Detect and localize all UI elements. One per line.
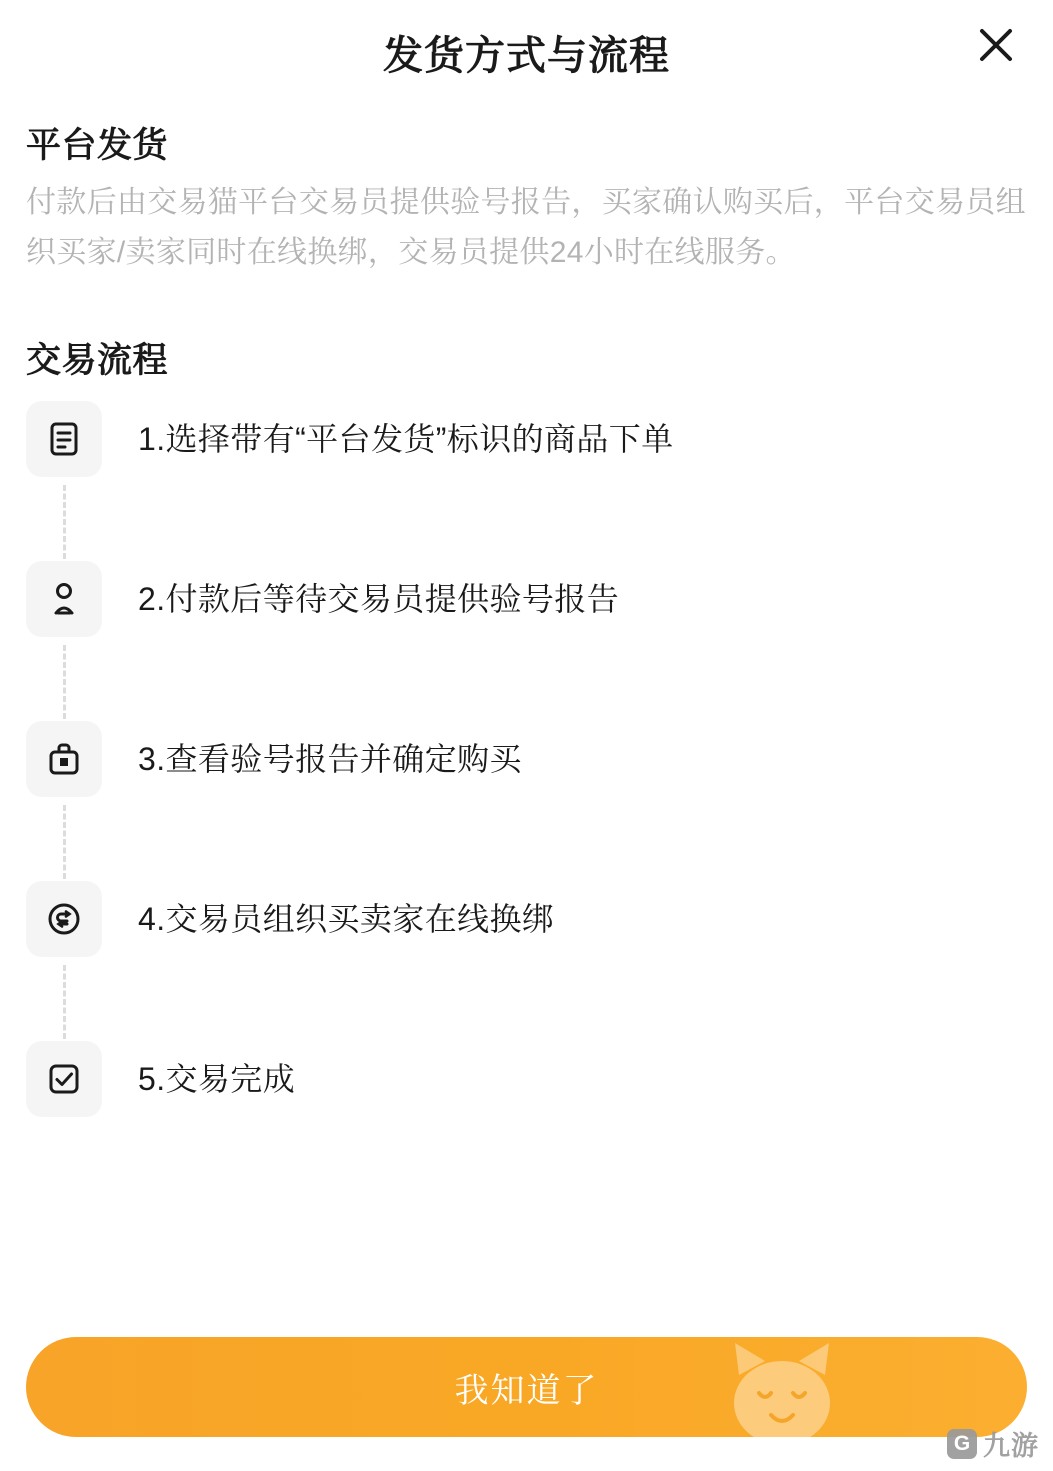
flow-step xyxy=(26,881,1027,1041)
step-connector xyxy=(63,965,66,1039)
brand-name: 九游 xyxy=(983,1431,1039,1461)
step-label: 5.交易完成 xyxy=(138,1061,296,1097)
trade-flow-section xyxy=(26,333,1027,1141)
step-icon-wrapper xyxy=(26,561,102,637)
platform-delivery-body: 付款后由交易猫平台交易员提供验号报告，买家确认购买后，平台交易员组织买家/卖家同时在线换绑，交易员提供24小时在线服务。 xyxy=(26,186,1026,269)
step-connector xyxy=(63,485,66,559)
confirm-button[interactable]: 我知道了 xyxy=(26,1337,1027,1437)
step-icon-wrapper xyxy=(26,881,102,957)
briefcase-icon xyxy=(44,739,84,779)
trade-flow-title: 交易流程 xyxy=(26,341,169,380)
step-icon-wrapper xyxy=(26,401,102,477)
step-icon-wrapper xyxy=(26,1041,102,1117)
sheet-footer xyxy=(26,1337,1027,1437)
page-title: 发货方式与流程 xyxy=(383,33,670,78)
brand-logo-icon: G xyxy=(947,1429,977,1459)
person-badge-icon xyxy=(44,579,84,619)
step-label: 1.选择带有“平台发货”标识的商品下单 xyxy=(138,421,674,457)
sheet-header xyxy=(26,0,1027,104)
close-icon xyxy=(976,25,1016,65)
flow-step xyxy=(26,561,1027,721)
step-label: 2.付款后等待交易员提供验号报告 xyxy=(138,581,620,617)
checkbox-icon xyxy=(44,1059,84,1099)
flow-step xyxy=(26,1041,1027,1141)
document-icon xyxy=(44,419,84,459)
step-connector xyxy=(63,645,66,719)
platform-delivery-section xyxy=(26,118,1027,277)
close-button[interactable] xyxy=(969,18,1023,72)
exchange-arrows-icon xyxy=(44,899,84,939)
flow-step xyxy=(26,721,1027,881)
step-label: 3.查看验号报告并确定购买 xyxy=(138,741,522,777)
step-label: 4.交易员组织买卖家在线换绑 xyxy=(138,901,555,937)
step-connector xyxy=(63,805,66,879)
flow-step xyxy=(26,401,1027,561)
platform-delivery-title: 平台发货 xyxy=(26,126,169,165)
trade-flow-steps xyxy=(26,401,1027,1141)
brand-watermark xyxy=(947,1424,1039,1463)
step-icon-wrapper xyxy=(26,721,102,797)
